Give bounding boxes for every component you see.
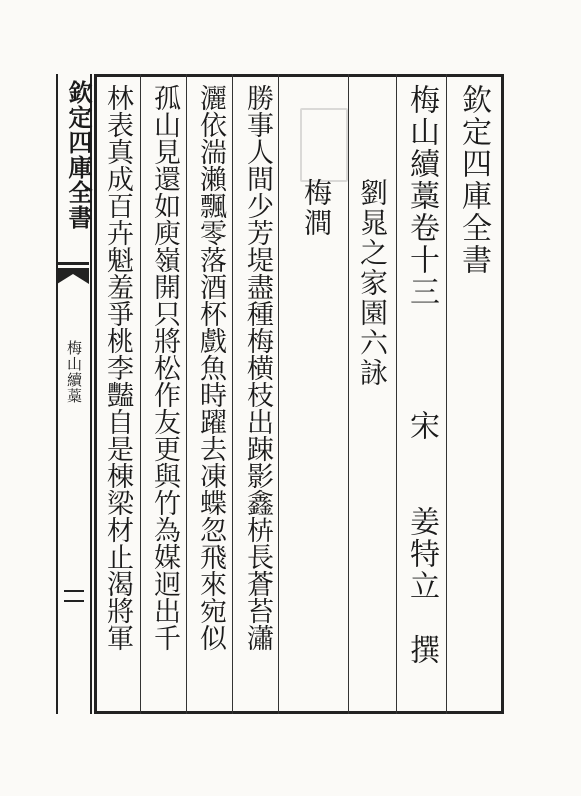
fish-tail-icon: [57, 262, 89, 284]
text-column-volume: 梅山續藁卷十三: [404, 84, 439, 308]
column-rule: [186, 74, 187, 714]
text-column-body: 林表真成百卉魁羞爭桃李豔自是棟梁材止渴將軍: [102, 84, 133, 651]
column-rule: [278, 74, 279, 714]
faded-seal: [300, 108, 348, 182]
column-rule: [140, 74, 141, 714]
text-column-body: 灑依湍瀨飄零落酒杯戲魚時躍去凍蝶忽飛來宛似: [195, 84, 226, 651]
text-column-poem-set-title: 劉晁之家園六詠: [356, 178, 389, 388]
text-column-header: 欽定四庫全書: [456, 84, 491, 276]
text-column-body: 勝事人間少芳堤盡種梅横枝出踈影鑫枿長蒼苔瀟: [242, 84, 273, 651]
column-rule: [396, 74, 397, 714]
column-rule: [348, 74, 349, 714]
margin-book-title: 欽定四庫全書: [64, 80, 93, 230]
margin-volume-title: 梅山續藁: [65, 340, 83, 404]
column-rule: [446, 74, 447, 714]
text-column-body: 孤山見還如庾嶺開只將松作友更與竹為媒迥出千: [149, 84, 180, 651]
column-rule: [232, 74, 233, 714]
margin-page-mark: [64, 590, 84, 602]
text-column-poem-title: 梅澗: [300, 178, 333, 238]
text-column-author: 宋 姜特立 撰: [404, 410, 439, 666]
